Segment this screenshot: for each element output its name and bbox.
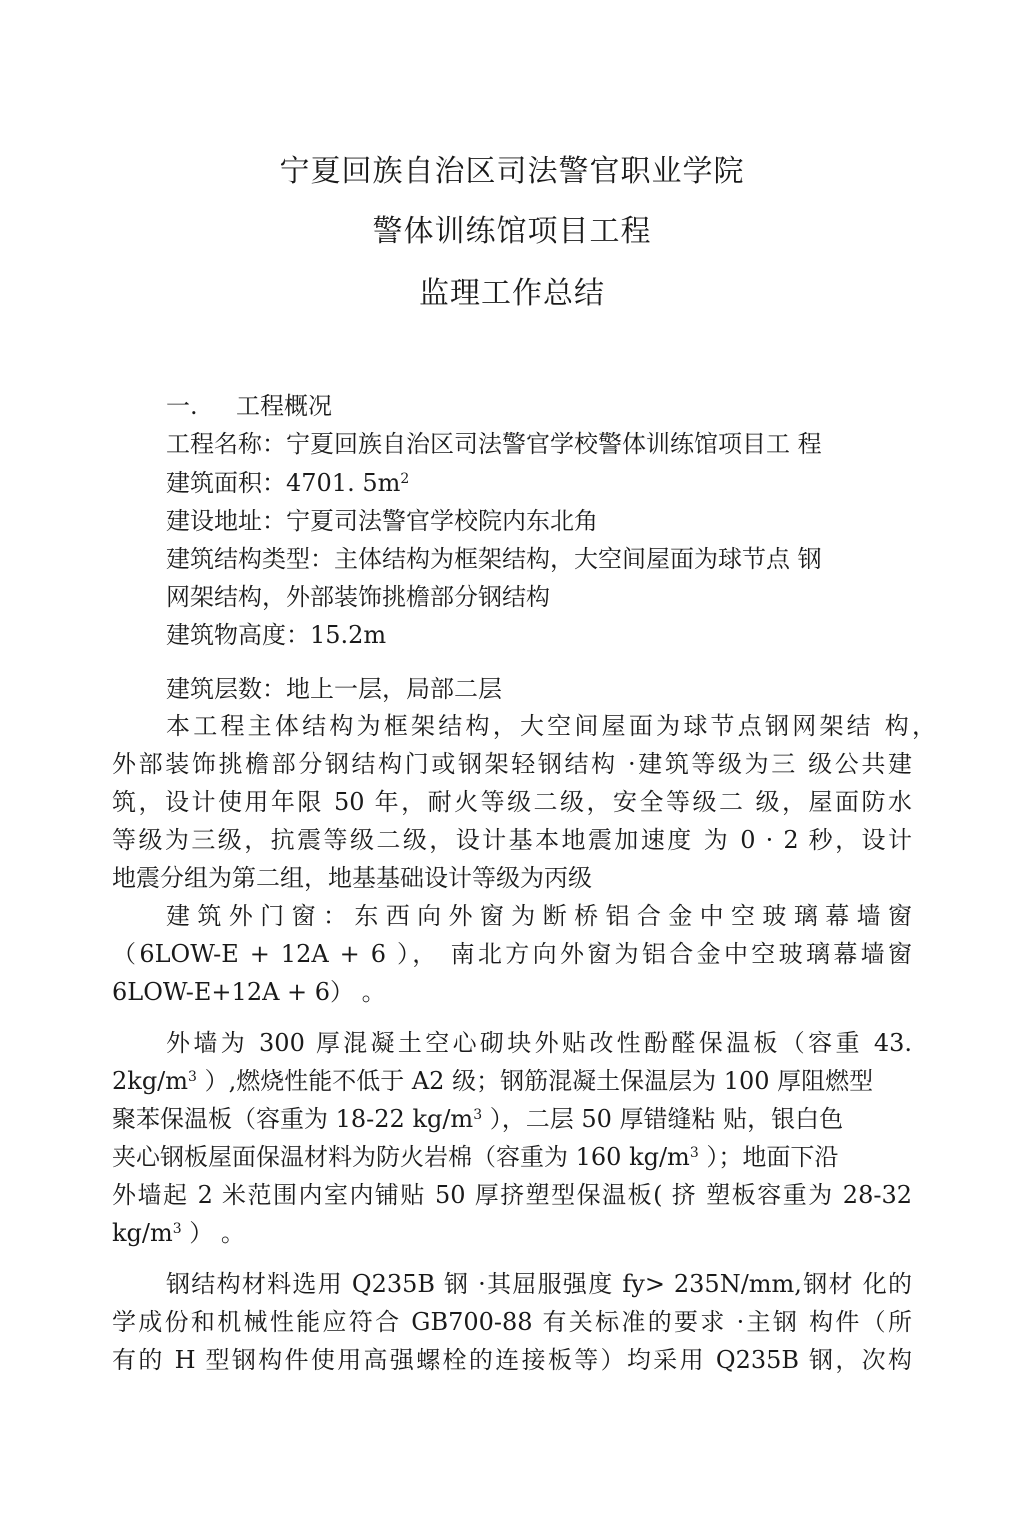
para2-line-3: 6LOW-E+12A + 6） 。 [112,978,386,1006]
para4-line-3: 有的 H 型钢构件使用高强螺栓的连接板等）均采用 Q235B 钢，次构 [112,1346,912,1374]
para2-line-2: （6LOW-E + 12A + 6 ）， 南北方向外窗为铝合金中空玻璃幕墙窗 [112,940,912,968]
para3-line-3: 聚苯保温板（容重为 18-22 $kg/m^3$ ），二层 50 厚错缝粘 贴，银白色 [112,1105,844,1133]
building-height: 建筑物高度：15.2m [166,621,387,649]
structure-type-line-1: 建筑结构类型：主体结构为框架结构，大空间屋面为球节点 钢 [166,545,822,573]
para1-line-3: 筑，设计使用年限 50 年，耐火等级二级，安全等级二 级，屋面防水 [112,788,912,816]
section-number: 一. [166,392,198,420]
para1-line-1: 本工程主体结构为框架结构，大空间屋面为球节点钢网架结 构， [166,712,936,740]
para4-line-1: 钢结构材料选用 Q235B 钢 ·其屈服强度 fy> 235N/mm,钢材 化的 [166,1270,912,1298]
building-floors: 建筑层数：地上一层，局部二层 [166,675,502,703]
section-heading [166,394,332,418]
building-address: 建设地址：宁夏司法警官学校院内东北角 [166,507,598,535]
section-title: 工程概况 [236,392,332,420]
para3-line-1: 外墙为 300 厚混凝土空心砌块外贴改性酚醛保温板（容重 43. [166,1029,912,1057]
para1-line-4: 等级为三级，抗震等级二级，设计基本地震加速度 为 0 · 2 秒，设计 [112,826,912,854]
para1-line-2: 外部装饰挑檐部分钢结构门或钢架轻钢结构 ·建筑等级为三 级公共建 [112,750,912,778]
para1-line-5: 地震分组为第二组，地基基础设计等级为丙级 [112,864,592,892]
structure-type-line-2: 网架结构，外部装饰挑檐部分钢结构 [166,583,550,611]
project-name: 工程名称：宁夏回族自治区司法警官学校警体训练馆项目工 程 [166,430,822,458]
para4-line-2: 学成份和机械性能应符合 GB700-88 有关标准的要求 ·主钢 构件（所 [112,1308,912,1336]
title-line-3: 监理工作总结 [419,276,605,311]
para3-line-2: $2kg/m^3$ ）,燃烧性能不低于 A2 级；钢筋混凝土保温层为 100 厚阻燃型 [112,1067,874,1095]
para3-line-6: $kg/m^3$ ） 。 [112,1219,245,1247]
para2-line-1: 建筑外门窗：东西向外窗为断桥铝合金中空玻璃幕墙窗 [166,902,912,930]
title-line-1: 宁夏回族自治区司法警官职业学院 [279,154,745,189]
para3-line-4: 夹心钢板屋面保温材料为防火岩棉（容重为 160 $kg/m^3$ ）；地面下沿 [112,1143,839,1171]
title-line-2: 警体训练馆项目工程 [372,214,652,249]
building-area: 建筑面积：4701. $5m^2$ [166,469,410,497]
para3-line-5: 外墙起 2 米范围内室内铺贴 50 厚挤塑型保温板( 挤 塑板容重为 28-32 [112,1181,912,1209]
